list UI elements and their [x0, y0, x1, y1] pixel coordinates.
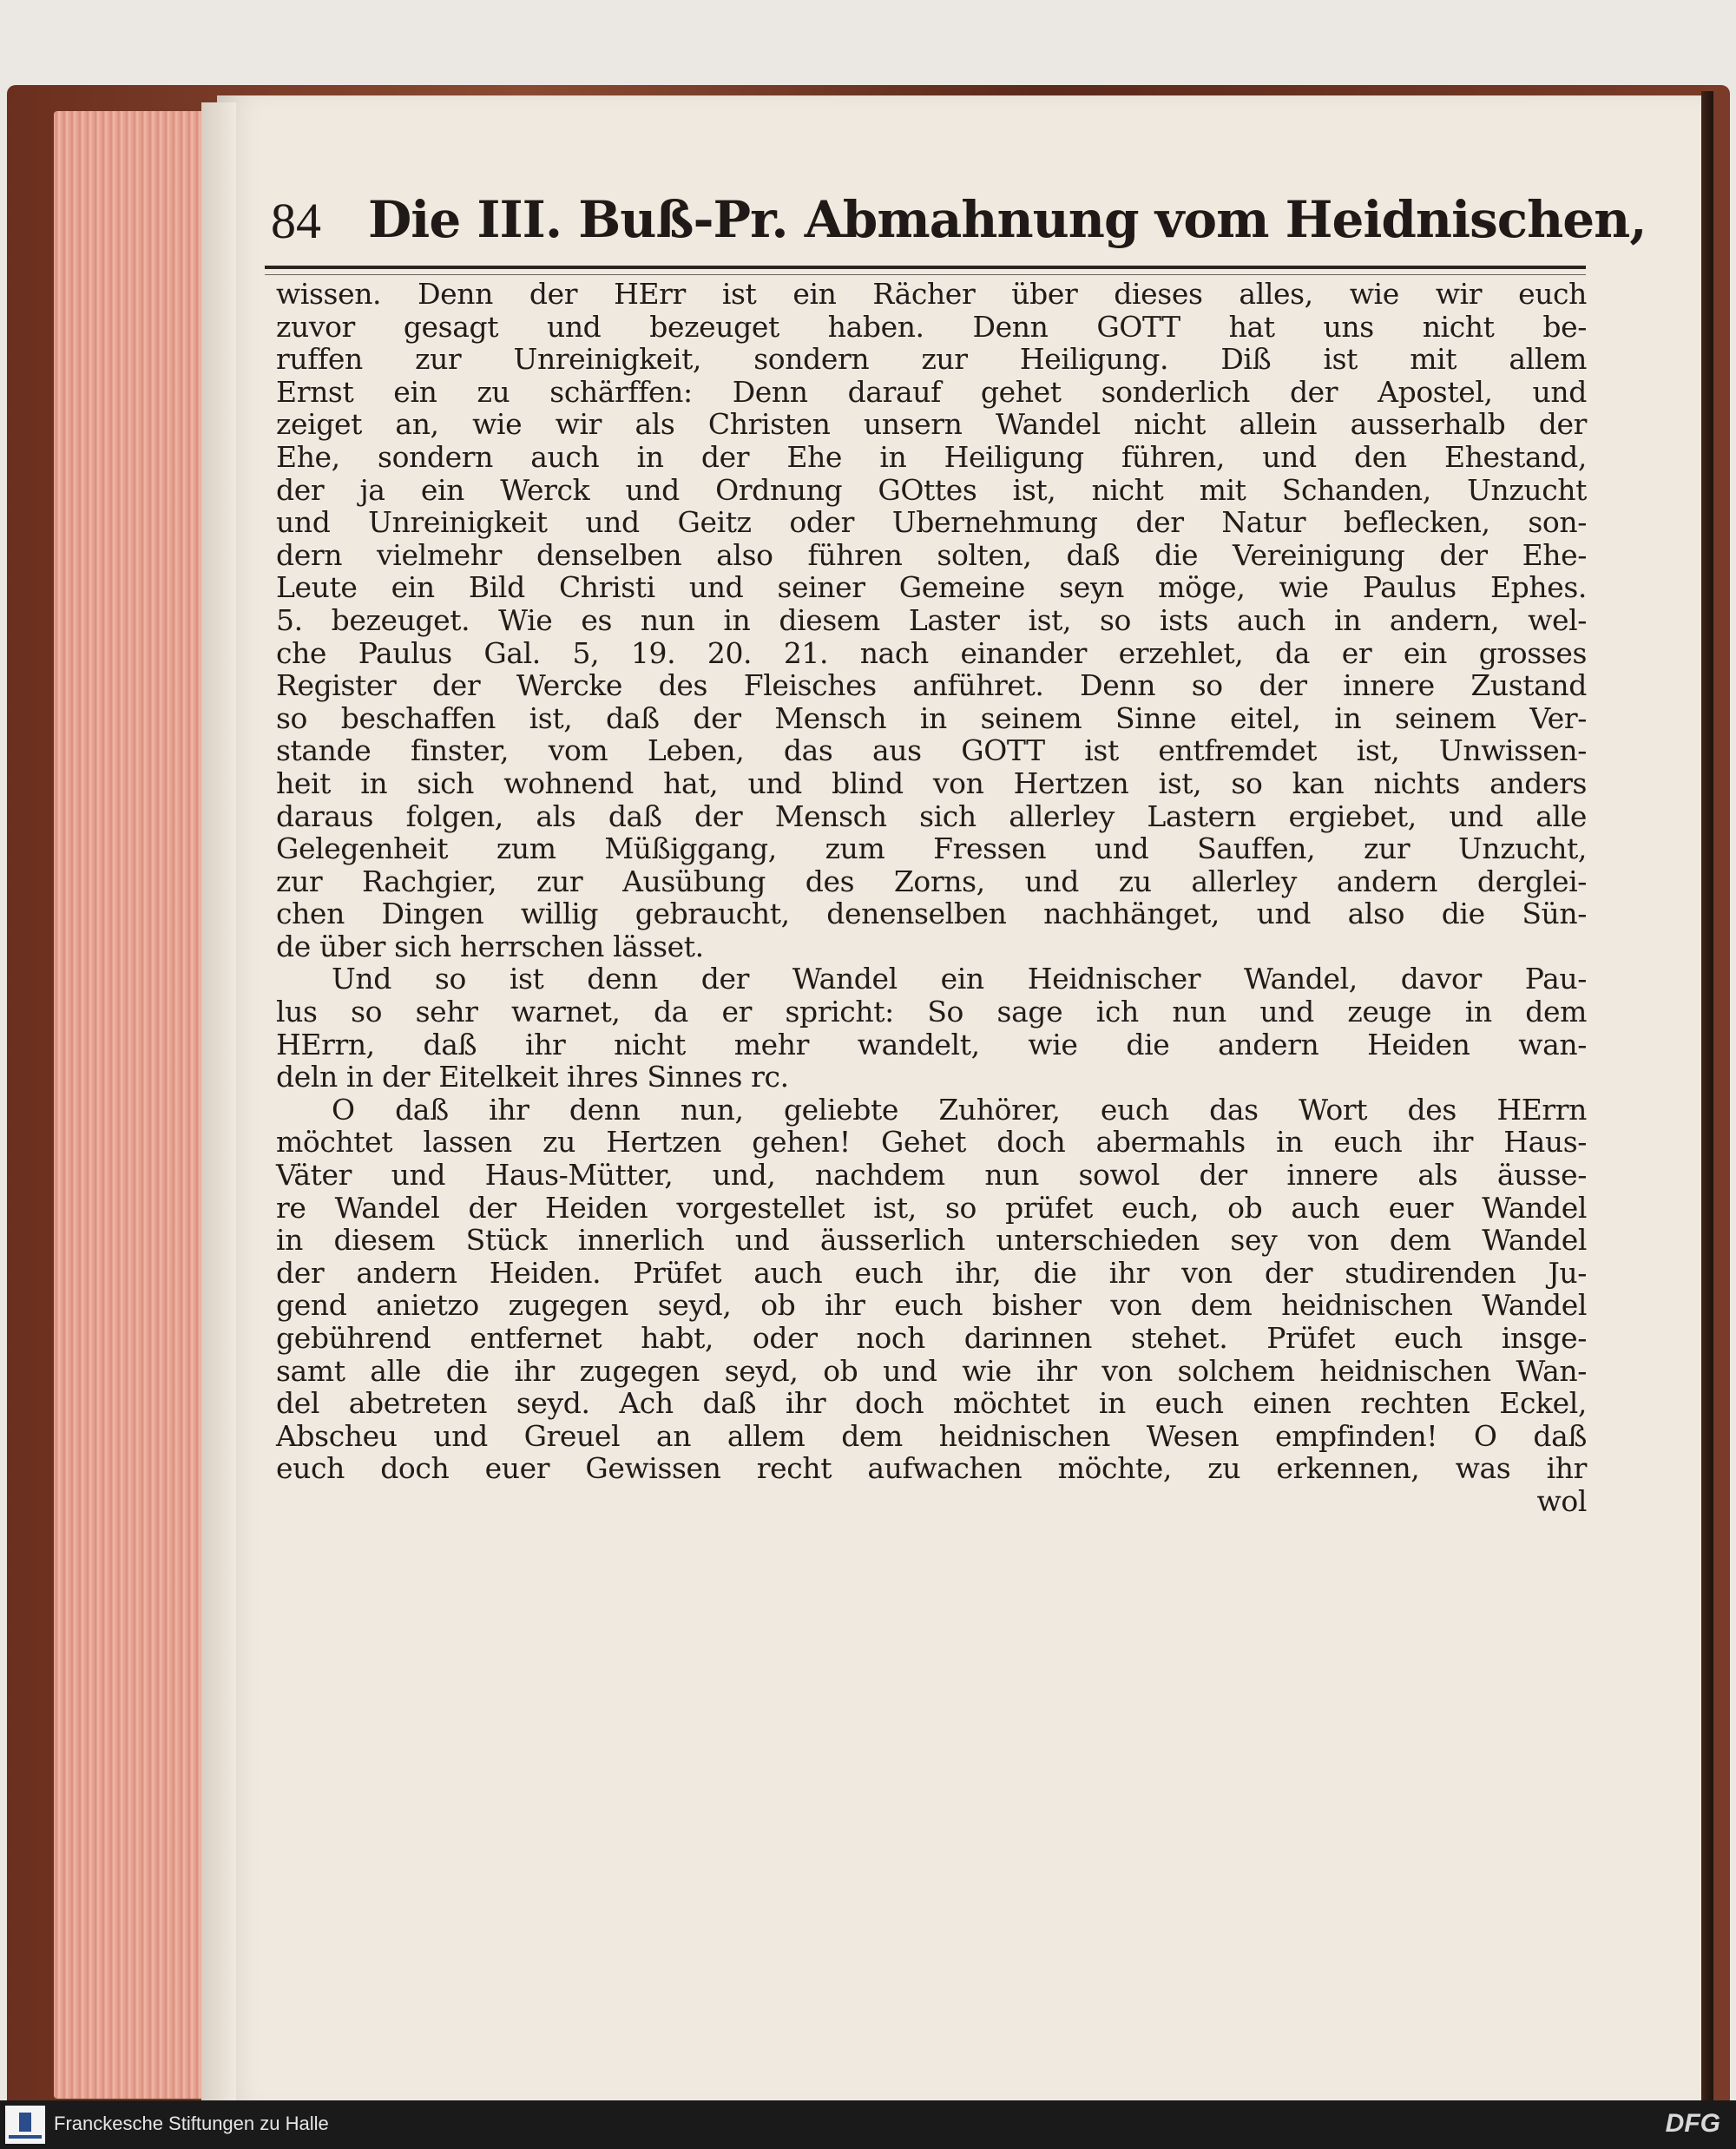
text-line: in diesem Stück innerlich und äusserlich unterschieden sey von dem Wandel: [276, 1223, 1587, 1258]
text-line: de über sich herrschen lässet.: [276, 929, 704, 963]
text-line: re Wandel der Heiden vorgestellet ist, so prüfet euch, ob auch euer Wandel: [276, 1190, 1587, 1225]
text-line: stande finster, vom Leben, das aus GOTT ist entfremdet ist, Unwissen-: [276, 733, 1587, 768]
text-line: Abscheu und Greuel an allem dem heidnischen Wesen empfinden! O daß: [276, 1418, 1587, 1453]
text-line: deln in der Eitelkeit ihres Sinnes rc.: [276, 1060, 789, 1094]
text-line: der andern Heiden. Prüfet auch euch ihr, die ihr von der studirenden Ju-: [276, 1255, 1587, 1290]
text-line: Väter und Haus-Mütter, und, nachdem nun sowol der innere als äusse-: [276, 1158, 1587, 1193]
text-line: Leute ein Bild Christi und seiner Gemeine seyn möge, wie Paulus Ephes.: [276, 570, 1587, 605]
text-line: Ernst ein zu schärffen: Denn darauf gehet sonderlich der Apostel, und: [276, 374, 1587, 409]
institution-logo[interactable]: [5, 2106, 45, 2144]
text-line: gebührend entfernet habt, oder noch darinnen stehet. Prüfet euch insge-: [276, 1321, 1587, 1355]
page-edges: [54, 111, 219, 2099]
text-line: wissen. Denn der HErr ist ein Rächer über dieses alles, wie wir euch: [276, 277, 1587, 311]
logo-mark-icon: [19, 2113, 31, 2132]
footer-bar: [0, 2100, 1736, 2149]
running-head: Die III. Buß-Pr. Abmahnung vom Heidnischen,: [368, 190, 1647, 249]
text-line: lus so sehr warnet, da er spricht: So sage ich nun und zeuge in dem: [276, 995, 1587, 1029]
text-line: HErrn, daß ihr nicht mehr wandelt, wie die andern Heiden wan-: [276, 1027, 1587, 1061]
text-line: euch doch euer Gewissen recht aufwachen möchte, zu erkennen, was ihr: [276, 1451, 1587, 1486]
page-header: [271, 189, 1647, 257]
text-line: chen Dingen willig gebraucht, denenselben nachhänget, und also die Sün-: [276, 897, 1587, 931]
text-line: del abetreten seyd. Ach daß ihr doch möchtet in euch einen rechten Eckel,: [276, 1386, 1587, 1421]
text-line: daraus folgen, als daß der Mensch sich allerley Lastern ergiebet, und alle: [276, 798, 1587, 833]
text-line: ruffen zur Unreinigkeit, sondern zur Heiligung. Diß ist mit allem: [276, 342, 1587, 377]
text-line: und Unreinigkeit und Geitz oder Ubernehmung der Natur beflecken, son-: [276, 505, 1587, 540]
text-line: Ehe, sondern auch in der Ehe in Heiligung führen, und den Ehestand,: [276, 439, 1587, 474]
text-line: zuvor gesagt und bezeuget haben. Denn GOTT hat uns nicht be-: [276, 309, 1587, 344]
right-cover-edge: [1701, 91, 1713, 2109]
text-line: heit in sich wohnend hat, und blind von Hertzen ist, so kan nichts anders: [276, 766, 1587, 800]
institution-link[interactable]: Franckesche Stiftungen zu Halle: [54, 2113, 329, 2134]
header-rule-thin: [265, 274, 1586, 275]
text-line: möchtet lassen zu Hertzen gehen! Gehet doch abermahls in euch ihr Haus-: [276, 1125, 1587, 1160]
text-line: O daß ihr denn nun, geliebte Zuhörer, euch das Wort des HErrn: [332, 1092, 1587, 1127]
page-number: 84: [271, 193, 321, 249]
dfg-logo[interactable]: DFG: [1665, 2109, 1720, 2138]
text-line: 5. bezeuget. Wie es nun in diesem Laster ist, so ists auch in andern, wel-: [276, 602, 1587, 637]
body-text: [276, 278, 1587, 1518]
text-line: der ja ein Werck und Ordnung GOttes ist, nicht mit Schanden, Unzucht: [276, 472, 1587, 507]
page-gutter: [201, 102, 236, 2103]
catchword: wol: [1536, 1483, 1587, 1518]
text-line: Und so ist denn der Wandel ein Heidnischer Wandel, davor Pau-: [332, 962, 1587, 996]
text-line: so beschaffen ist, daß der Mensch in seinem Sinne eitel, in seinem Ver-: [276, 700, 1587, 735]
text-line: zur Rachgier, zur Ausübung des Zorns, und zu allerley andern derglei-: [276, 864, 1587, 898]
text-line: Register der Wercke des Fleisches anführet. Denn so der innere Zustand: [276, 668, 1587, 703]
text-line: gend anietzo zugegen seyd, ob ihr euch bisher von dem heidnischen Wandel: [276, 1288, 1587, 1323]
text-line: Gelegenheit zum Müßiggang, zum Fressen und Sauffen, zur Unzucht,: [276, 831, 1587, 866]
text-line: dern vielmehr denselben also führen solten, daß die Vereinigung der Ehe-: [276, 537, 1587, 572]
text-line: samt alle die ihr zugegen seyd, ob und wie ihr von solchem heidnischen Wan-: [276, 1353, 1587, 1388]
text-line: che Paulus Gal. 5, 19. 20. 21. nach einander erzehlet, da er ein grosses: [276, 635, 1587, 670]
logo-bar-icon: [9, 2135, 42, 2139]
text-line: zeiget an, wie wir als Christen unsern Wandel nicht allein ausserhalb der: [276, 407, 1587, 442]
header-rule: [265, 266, 1586, 269]
